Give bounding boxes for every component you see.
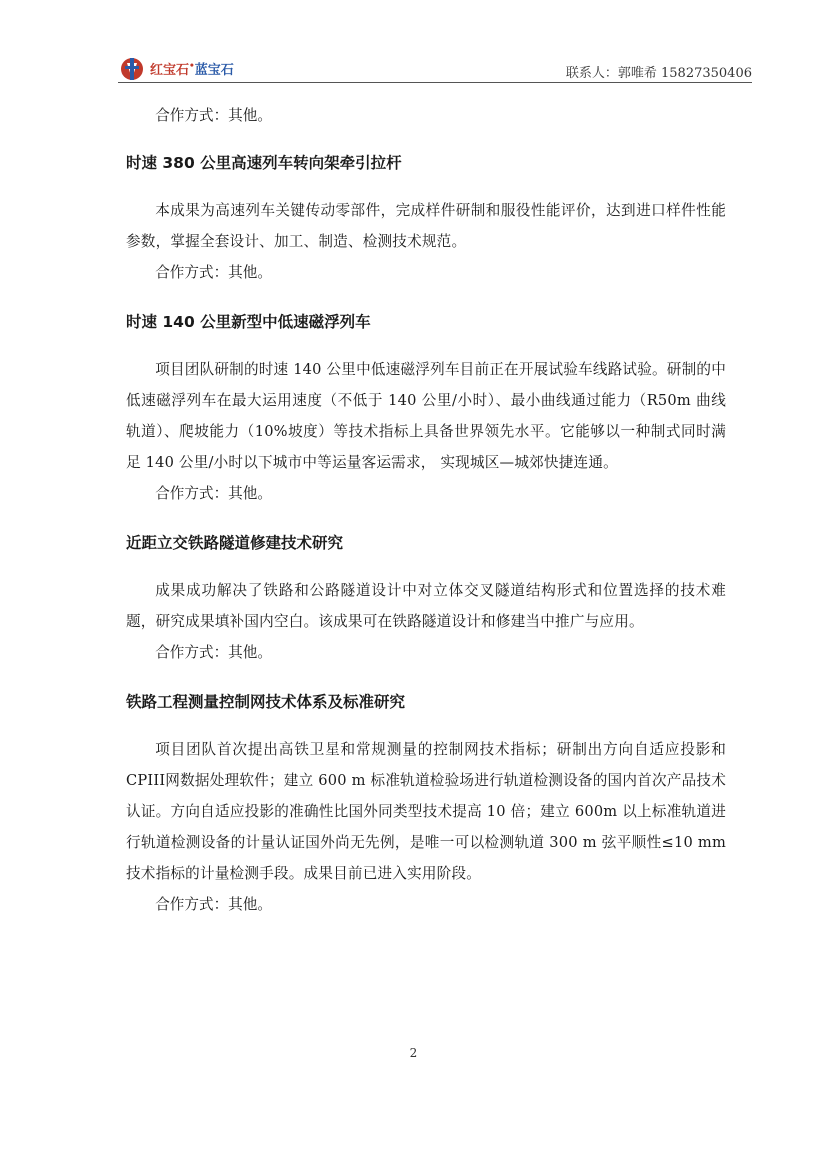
logo-blue-text: 蓝宝石 [194, 62, 234, 78]
cooperation-line: 合作方式：其他。 [155, 896, 272, 913]
cooperation-line: 合作方式：其他。 [155, 264, 272, 281]
main-content [126, 100, 726, 920]
section-title: 时速 140 公里新型中低速磁浮列车 [126, 313, 371, 331]
cooperation-line: 合作方式：其他。 [155, 644, 272, 661]
logo-dot: • [189, 61, 195, 72]
page-header [118, 54, 752, 84]
section-title: 时速 380 公里高速列车转向架牵引拉杆 [126, 154, 402, 172]
ruby-sapphire-logo-icon [118, 54, 146, 82]
contact-info: 联系人：郭唯希 15827350406 [565, 66, 752, 81]
cooperation-line: 合作方式：其他。 [155, 107, 272, 124]
section-paragraph: 成果成功解决了铁路和公路隧道设计中对立体交叉隧道结构形式和位置选择的技术难题，研究成果填补国内空白。该成果可在铁路隧道设计和修建当中推广与应用。 [126, 582, 726, 630]
section-title: 铁路工程测量控制网技术体系及标准研究 [126, 693, 406, 711]
logo [118, 54, 234, 82]
cooperation-line: 合作方式：其他。 [155, 485, 272, 502]
page-number: 2 [409, 1046, 418, 1060]
logo-text [150, 59, 234, 78]
logo-red-text: 红宝石 [150, 62, 190, 78]
section-paragraph: 项目团队首次提出高铁卫星和常规测量的控制网技术指标；研制出方向自适应投影和 CPIII网数据处理软件；建立 600 m 标准轨道检验场进行轨道检测设备的国内首次产品技术认证。方向自适应投影的准确性比国外同类型技术提高 10 倍；建立 600m 以上标准轨道进行轨道检测设备的计量认证国外尚无先例，是唯一可以检测轨道 300 m 弦平顺性≤10 mm 技术指标的计量检测手段。成果目前已进入实用阶段。 [126, 741, 726, 882]
section-paragraph: 本成果为高速列车关键传动零部件，完成样件研制和服役性能评价，达到进口样件性能参数，掌握全套设计、加工、制造、检测技术规范。 [126, 202, 726, 250]
section-title: 近距立交铁路隧道修建技术研究 [126, 534, 344, 552]
header-divider [118, 82, 752, 83]
section-paragraph: 项目团队研制的时速 140 公里中低速磁浮列车目前正在开展试验车线路试验。研制的中低速磁浮列车在最大运用速度（不低于 140 公里/小时）、最小曲线通过能力（R50m 曲线轨道）、爬坡能力（10%坡度）等技术指标上具备世界领先水平。它能够以一种制式同时满足 140 公里/小时以下城市中等运量客运需求， 实现城区—城郊快捷连通。 [126, 361, 726, 471]
